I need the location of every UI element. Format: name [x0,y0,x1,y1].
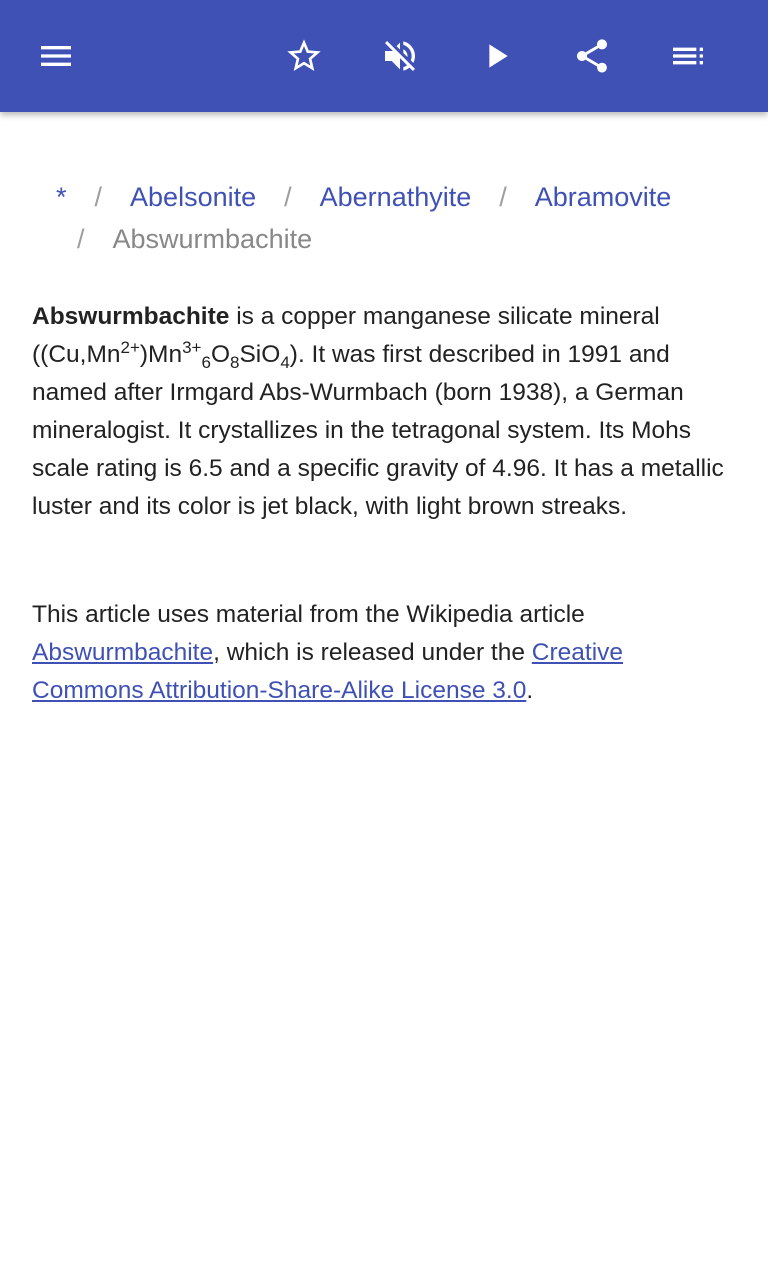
mute-button[interactable] [376,32,424,80]
breadcrumb [32,176,736,260]
breadcrumb-separator: / [499,182,507,212]
favorite-button[interactable] [280,32,328,80]
formula-subscript: 8 [230,352,240,372]
share-button[interactable] [568,32,616,80]
article-body [32,298,736,710]
breadcrumb-link-abelsonite[interactable]: Abelsonite [130,182,257,212]
attribution-text: . [526,677,534,704]
wikipedia-article-link[interactable]: Abswurmbachite [32,639,214,666]
formula-text: )Mn [139,341,183,368]
formula-subscript: 6 [201,352,211,372]
menu-button[interactable] [32,32,80,80]
breadcrumb-root-link[interactable]: * [56,182,67,212]
play-icon [476,36,516,76]
attribution-text: , which is released under the [213,639,532,666]
breadcrumb-separator: / [77,224,85,254]
app-bar [0,0,768,112]
playlist-icon [668,36,708,76]
attribution-paragraph [32,596,736,710]
menu-icon [36,36,76,76]
breadcrumb-separator: / [284,182,292,212]
article-title: Abswurmbachite [32,303,230,330]
formula-superscript: 2+ [120,337,140,357]
formula-text: O [210,341,230,368]
breadcrumb-link-abernathyite[interactable]: Abernathyite [319,182,472,212]
article-intro-text: is a copper manganese silicate mineral ((Cu,Mn [32,303,660,368]
article-rest-text: ). It was first described in 1991 and named after Irmgard Abs-Wurmbach (born 1938), a German mineralogist. It crystallizes in the tetragonal system. Its Mohs scale rating is 6.5 and a specific gravity of 4.96. It has a metallic luster and its color is jet black, with light brown streaks. [32,341,724,520]
volume-off-icon [380,36,420,76]
star-outline-icon [284,36,324,76]
breadcrumb-separator: / [94,182,103,212]
breadcrumb-link-abramovite[interactable]: Abramovite [534,182,672,212]
article-paragraph [32,298,736,526]
formula-superscript: 3+ [182,337,202,357]
share-icon [572,36,612,76]
play-button[interactable] [472,32,520,80]
formula-subscript: 4 [280,352,290,372]
license-link[interactable]: Creative Commons Attribution-Share-Alike License 3.0 [32,639,624,704]
contents-button[interactable] [664,32,712,80]
attribution-text: This article uses material from the Wikipedia article [32,601,585,628]
formula-text: SiO [239,341,281,368]
breadcrumb-current: Abswurmbachite [112,224,313,254]
